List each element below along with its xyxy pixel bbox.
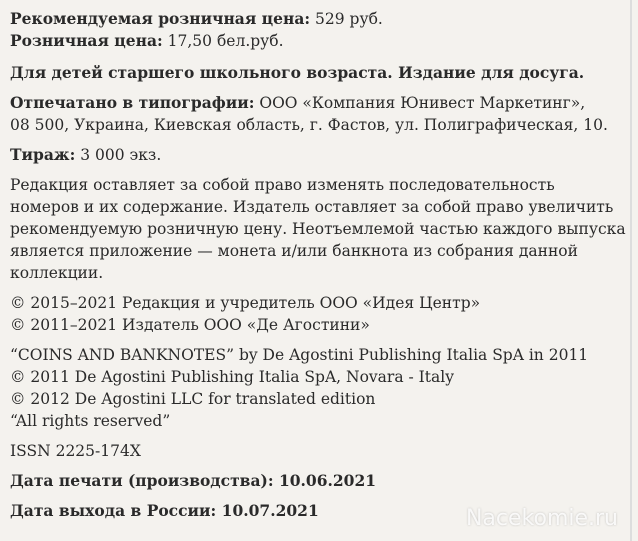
circulation (10, 144, 622, 166)
copyright-line: © 2011–2021 Издатель ООО «Де Агостини» (10, 316, 370, 334)
printer-value-line1: ООО «Компания Юнивест Маркетинг», (254, 94, 586, 112)
recommended-price-label: Рекомендуемая розничная цена: (10, 9, 311, 28)
copyright-line: © 2012 De Agostini LLC for translated edition (10, 390, 376, 408)
notice-line: номеров и их содержание. Издатель оставляет за собой право увеличить (10, 198, 614, 216)
printer-label: Отпечатано в типографии: (10, 93, 255, 112)
notice-line: Редакция оставляет за собой право изменять последовательность (10, 176, 555, 194)
notice-line: рекомендуемую розничную цену. Неотъемлемой частью каждого выпуска (10, 220, 626, 238)
printer-info (10, 92, 622, 114)
copyright-ru (10, 292, 622, 336)
copyright-line: © 2011 De Agostini Publishing Italia SpA, Novara - Italy (10, 368, 454, 386)
circulation-value: 3 000 экз. (75, 146, 162, 164)
release-date: Дата выхода в России: 10.07.2021 (10, 501, 319, 520)
notice-line: коллекции. (10, 264, 104, 282)
recommended-price (10, 8, 622, 30)
audience-note: Для детей старшего школьного возраста. Издание для досуга. (10, 63, 585, 82)
retail-price-value: 17,50 бел.руб. (162, 32, 284, 50)
copyright-line: “All rights reserved” (10, 412, 171, 430)
circulation-label: Тираж: (10, 145, 76, 164)
notice-paragraph (10, 174, 626, 284)
copyright-line: “COINS AND BANKNOTES” by De Agostini Publishing Italia SpA in 2011 (10, 346, 589, 364)
retail-price-label: Розничная цена: (10, 31, 163, 50)
notice-line: является приложение — монета и/или банкнота из собрания данной (10, 242, 578, 260)
printer-address: 08 500, Украина, Киевская область, г. Фастов, ул. Полиграфическая, 10. (10, 116, 608, 134)
page-edge (630, 0, 632, 541)
watermark: Nacekomie.ru (465, 506, 618, 531)
copyright-en (10, 344, 622, 432)
recommended-price-value: 529 руб. (310, 10, 383, 28)
issn: ISSN 2225-174X (10, 442, 141, 460)
imprint-page (10, 8, 626, 522)
copyright-line: © 2015–2021 Редакция и учредитель ООО «Идея Центр» (10, 294, 481, 312)
retail-price (10, 30, 622, 52)
print-date: Дата печати (производства): 10.06.2021 (10, 471, 377, 490)
